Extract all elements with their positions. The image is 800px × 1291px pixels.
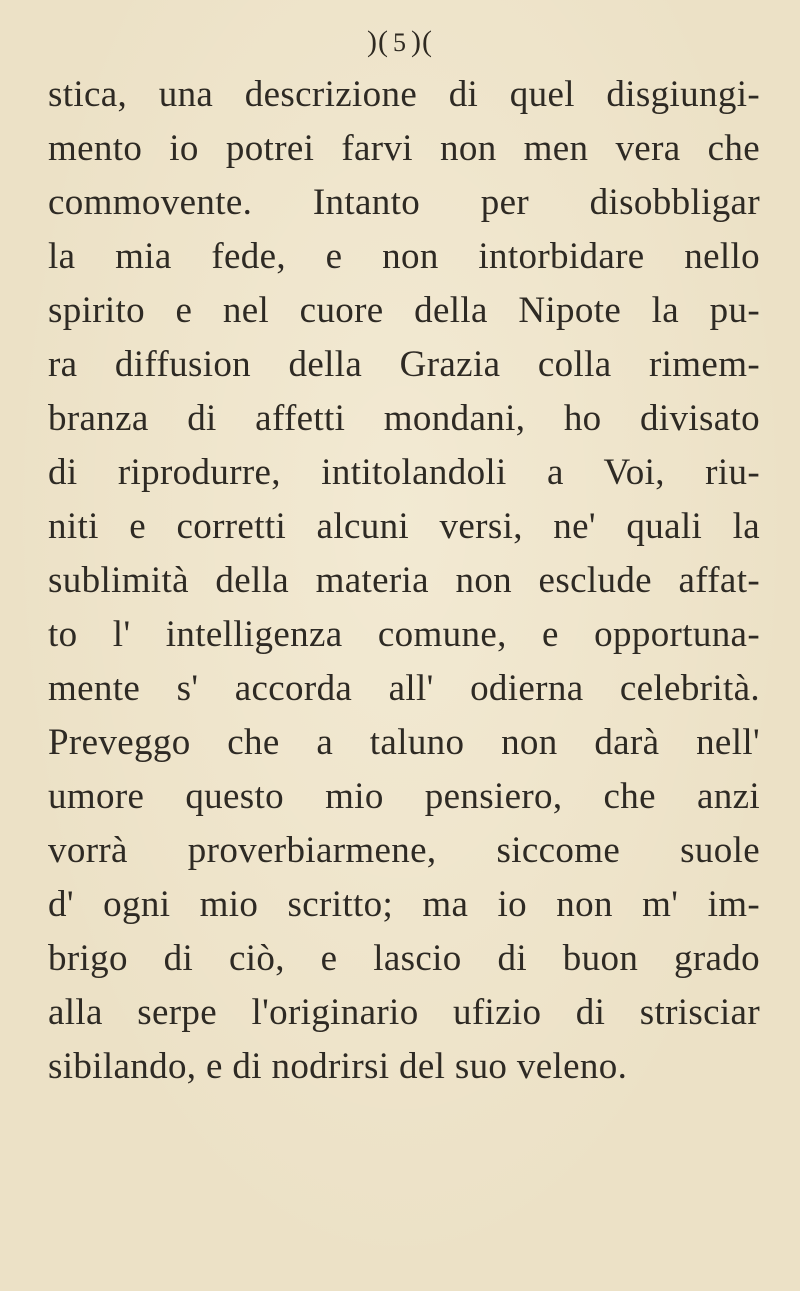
folio-ornament-right: )( xyxy=(411,25,433,58)
text-line-11: to l' intelligenza comune, e opportuna- xyxy=(48,614,760,655)
text-line-16: d' ogni mio scritto; ma io non m' im- xyxy=(48,884,760,925)
page-header-folio xyxy=(0,20,800,65)
text-line-18: alla serpe l'originario ufizio di strisciar xyxy=(48,992,760,1033)
text-line-15: vorrà proverbiarmene, siccome suole xyxy=(48,830,760,871)
text-line-1: stica, una descrizione di quel disgiungi- xyxy=(48,74,760,115)
body-text xyxy=(48,68,760,1094)
text-line-6: ra diffusion della Grazia colla rimem- xyxy=(48,344,760,385)
text-line-3: commovente. Intanto per disobbligar xyxy=(48,182,760,223)
text-line-7: branza di affetti mondani, ho divisato xyxy=(48,398,760,439)
text-line-12: mente s' accorda all' odierna celebrità. xyxy=(48,668,760,709)
text-line-4: la mia fede, e non intorbidare nello xyxy=(48,236,760,277)
folio-ornament-left: )( xyxy=(367,25,389,58)
page-number: 5 xyxy=(393,28,407,57)
text-line-5: spirito e nel cuore della Nipote la pu- xyxy=(48,290,760,331)
text-line-2: mento io potrei farvi non men vera che xyxy=(48,128,760,169)
text-line-14: umore questo mio pensiero, che anzi xyxy=(48,776,760,817)
text-line-9: niti e corretti alcuni versi, ne' quali la xyxy=(48,506,760,547)
text-line-19: sibilando, e di nodrirsi del suo veleno. xyxy=(48,1046,628,1087)
text-line-17: brigo di ciò, e lascio di buon grado xyxy=(48,938,760,979)
text-line-8: di riprodurre, intitolandoli a Voi, riu- xyxy=(48,452,760,493)
text-line-10: sublimità della materia non esclude affat- xyxy=(48,560,760,601)
text-line-13: Preveggo che a taluno non darà nell' xyxy=(48,722,760,763)
